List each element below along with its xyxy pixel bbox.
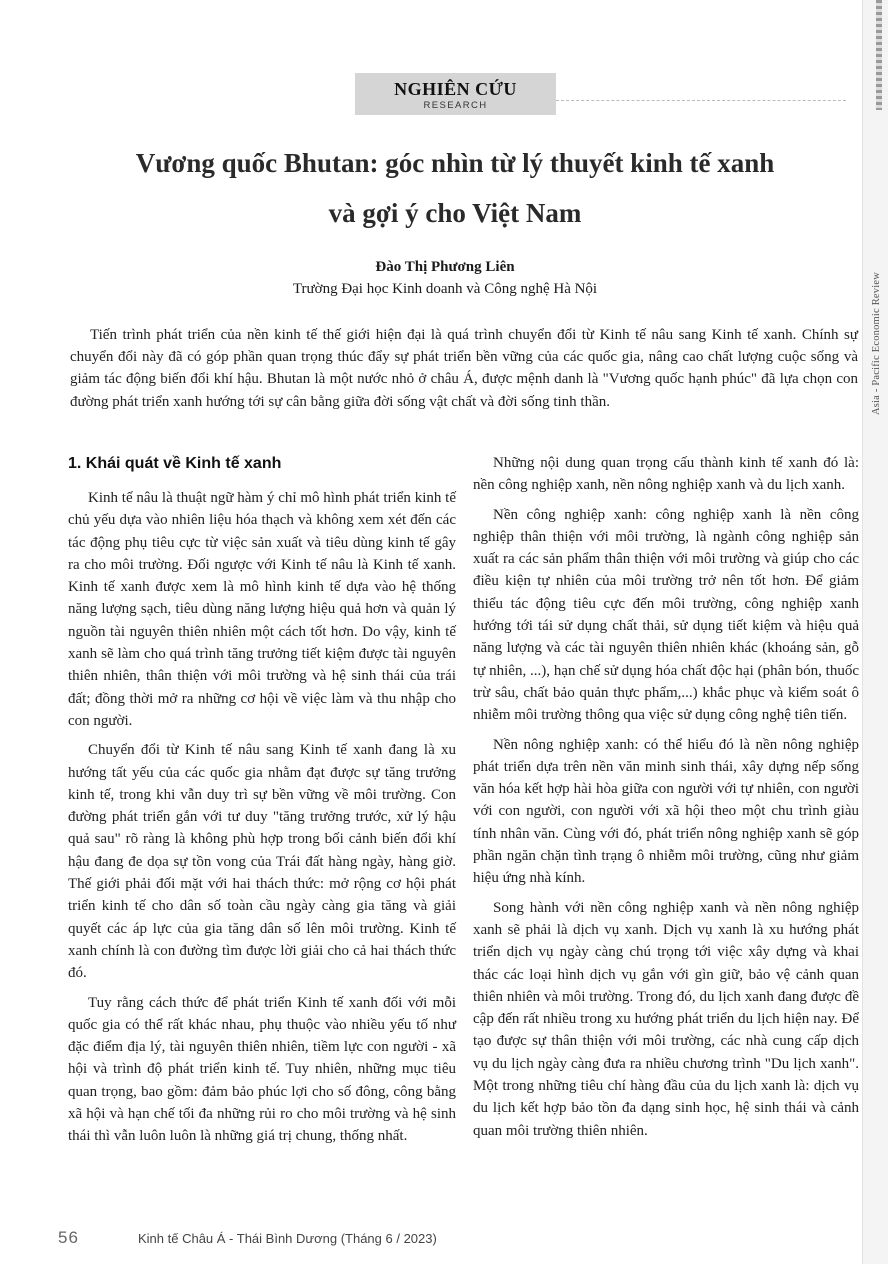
section-sublabel: RESEARCH [423,100,488,111]
article-title-line-2: và gợi ý cho Việt Nam [328,198,582,228]
section-header [355,73,556,115]
body-paragraph: Tuy rằng cách thức để phát triển Kinh tế xanh đối với mỗi quốc gia có thể rất khác nhau, phụ thuộc vào nhiều yếu tố như đặc điểm địa lý, tài nguyên thiên nhiên, tiềm lực con người - xã hội và trình độ phát triển kinh tế. Tuy nhiên, những mục tiêu quan trọng, bao gồm: đảm bảo phúc lợi cho số đông, công bằng xã hội và hạn chế tối đa những rủi ro cho môi trường và hệ sinh thái thì vẫn luôn luôn là những giá trị chung, thống nhất. [68,994,456,1145]
scan-edge-strip [876,0,882,110]
header-divider [556,100,846,101]
author-name: Đào Thị Phương Liên [375,259,515,275]
article-title-line-1: Vương quốc Bhutan: góc nhìn từ lý thuyết kinh tế xanh [135,148,775,178]
body-paragraph: Chuyển đổi từ Kinh tế nâu sang Kinh tế xanh đang là xu hướng tất yếu của các quốc gia nhằm đạt được sự tăng trưởng kinh tế, trong khi vẫn duy trì sự bền vững về môi trường. Con đường phát triển gắn với tư duy "tăng trưởng trước, xử lý hậu quả sau" rõ ràng là không phù hợp trong bối cảnh biến đổi khí hậu đang đe dọa sự tồn vong của Trái đất hàng ngày, hàng giờ. Thế giới phải đối mặt với hai thách thức: mở rộng cơ hội phát triển kinh tế cho dân số toàn cầu ngày càng gia tăng và giải quyết các áp lực của gia tăng dân số lên môi trường. Kinh tế xanh chính là con đường tìm được lời giải cho cả hai thách thức đó. [68,742,456,982]
right-column [473,452,859,1149]
body-paragraph: Nền nông nghiệp xanh: có thể hiểu đó là nền nông nghiệp phát triển dựa trên nền văn minh sinh thái, xây dựng nếp sống văn hóa kết hợp hài hòa giữa con người với tự nhiên, con người với con người, con người với xã hội theo một chu trình giàu tính nhân văn. Cùng với đó, phát triển nông nghiệp xanh sẽ góp phần ngăn chặn tình trạng ô nhiễm môi trường, cũng như giảm hiệu ứng nhà kính. [473,736,859,887]
section-heading: 1. Khái quát về Kinh tế xanh [68,455,282,472]
section-label: NGHIÊN CỨU [394,79,517,99]
journal-issue: Kinh tế Châu Á - Thái Bình Dương (Tháng 6 / 2023) [138,1231,437,1246]
body-paragraph: Nền công nghiệp xanh: công nghiệp xanh là nền công nghiệp thân thiện với môi trường, là ngành công nghiệp sản xuất ra các sản phẩm thân thiện với môi trường và giúp cho các điều kiện tự nhiên của môi trường trở nên tốt hơn. Để giảm thiểu tác động tiêu cực đến môi trường, công nghiệp xanh hướng tới tái sử dụng chất thải, sử dụng tiết kiệm và hiệu quả năng lượng và các tài nguyên thiên nhiên khác (khoáng sản, gỗ tự nhiên, ...), hạn chế sử dụng hóa chất độc hại (phân bón, thuốc trừ sâu, chất bảo quản thực phẩm,...) khắc phục và kiểm soát ô nhiễm môi trường thông qua việc sử dụng công nghệ tiên tiến. [473,506,859,724]
vertical-journal-name: Asia - Pacific Economic Review [871,272,882,416]
abstract: Tiến trình phát triển của nền kinh tế thế giới hiện đại là quá trình chuyển đổi từ Kinh tế nâu sang Kinh tế xanh. Chính sự chuyển đổi này đã có góp phần quan trọng thúc đẩy sự phát triển bền vững của các quốc gia, nâng cao chất lượng cuộc sống và giảm tác động biến đổi khí hậu. Bhutan là một nước nhỏ ở châu Á, được mệnh danh là "Vương quốc hạnh phúc" đã lựa chọn con đường phát triển xanh hướng tới sự cân bằng giữa đời sống vật chất và đời sống tinh thần. [70,327,858,410]
page-number: 56 [58,1228,79,1247]
side-margin-band [862,0,888,1264]
body-paragraph: Những nội dung quan trọng cấu thành kinh tế xanh đó là: nền công nghiệp xanh, nền nông nghiệp xanh và du lịch xanh. [473,455,859,494]
body-paragraph: Song hành với nền công nghiệp xanh và nền nông nghiệp xanh sẽ phải là dịch vụ xanh. Dịch vụ xanh là xu hướng phát triển dịch vụ ngày càng chú trọng tới việc xây dựng và khai thác các loại hình dịch vụ gắn với gìn giữ, bảo vệ cảnh quan thiên nhiên và môi trường. Trong đó, du lịch xanh đang được đề cập đến rất nhiều trong xu hướng phát triển du lịch hiện nay. Để tạo được sự thân thiện với môi trường, các nhà cung cấp dịch vụ du lịch ngày càng đưa ra nhiều chương trình "Du lịch xanh". Một trong những tiêu chí hàng đầu của du lịch xanh là: dịch vụ du lịch kết hợp bảo tồn đa dạng sinh học, hệ sinh thái và cảnh quan môi trường thiên nhiên. [473,899,859,1139]
author-affiliation: Trường Đại học Kinh doanh và Công nghệ Hà Nội [292,281,598,297]
left-column [68,452,456,1155]
body-paragraph: Kinh tế nâu là thuật ngữ hàm ý chỉ mô hình phát triển kinh tế chủ yếu dựa vào nhiên liệu hóa thạch và không xem xét đến các tác động phụ tiêu cực từ việc sản xuất và tiêu dùng kinh tế gây ra cho môi trường. Đối ngược với Kinh tế nâu là Kinh tế xanh. Kinh tế xanh được xem là mô hình kinh tế dựa vào hệ thống năng lượng sạch, tiêu dùng năng lượng hiệu quả hơn và quản lý nguồn tài nguyên thiên nhiên một cách tốt hơn. Do vậy, kinh tế xanh sẽ làm cho quá trình tăng trưởng tiết kiệm được tài nguyên thiên nhiên, thân thiện với môi trường và hệ sinh thái của trái đất; đồng thời mở ra những cơ hội về việc làm và thu nhập cho con người. [68,490,456,729]
page-footer [58,1228,858,1252]
